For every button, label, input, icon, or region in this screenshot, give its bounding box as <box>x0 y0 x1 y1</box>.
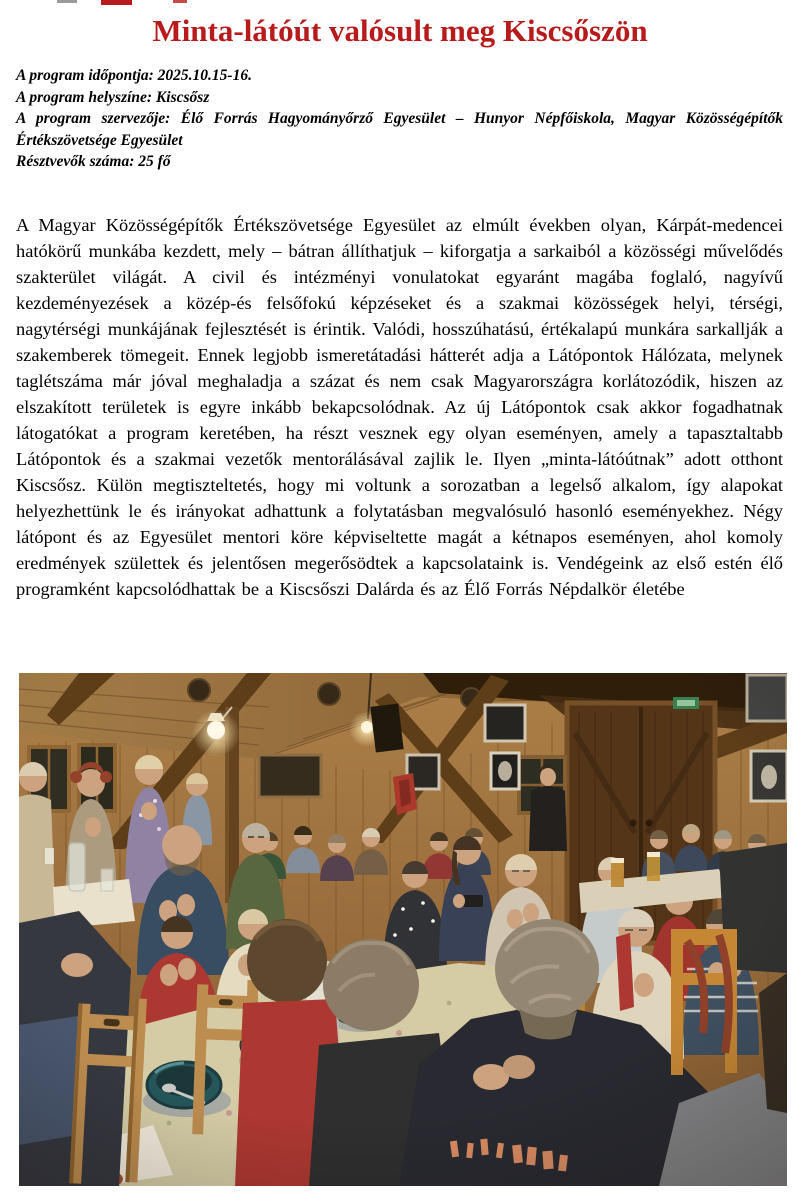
program-organizer-line: A program szervezője: Élő Forrás Hagyományőrző Egyesület – Hunyor Népfőiskola, Magyar Közösségépítők Értékszövetsége Egyesület <box>16 110 783 149</box>
article-body-paragraph: A Magyar Közösségépítők Értékszövetsége Egyesület az elmúlt években olyan, Kárpát-medencei hatókörű munkába kezdett, mely – bátran állíthatjuk – kiforgatja a sarkaiból a közösségi művelődés szakterület világát. A civil és intézményi vonulatokat egyaránt magába foglaló, nagyívű kezdeményezések a közép-és felsőfokú képzéseket és a szakmai közösségek helyi, térségi, nagytérségi munkájának fejlesztését is érintik. Valódi, hosszúhatású, értékalapú munkára sarkallják a szakemberek tömegeit. Ennek legjobb ismeretátadási hátterét adja a Látópontok Hálózata, melynek taglétszáma már jóval meghaladja a százat és nem csak Magyarországra korlátozódik, hiszen az elszakított területek is egyre inkább bekapcsolódnak. Az új Látópontok csak akkor fogadhatnak látogatókat a program keretében, ha részt vesznek egy olyan eseményen, amely a tapasztaltabb Látópontok és a szakmai vezetők mentorálásával zajlik le. Ilyen „minta-látóútnak” adott otthont Kiscsősz. Külön megtiszteltetés, hogy mi voltunk a sorozatban a legelső alkalom, így alapokat helyezhettünk le és irányokat adhattunk a folytatásban megvalósuló hasonló eseményekhez. Négy látópont és az Egyesület mentori köre képviseltette magát a kétnapos eseményen, ahol komoly eredmények születtek és jelentősen megerősödtek a kapcsolataink is. Vendégeink az első estén élő programként kapcsolódhattak be a Kiscsőszi Dalárda és az Élő Forrás Népdalkör életébe <box>16 214 783 599</box>
event-photo <box>19 673 787 1186</box>
page-top-artifact <box>173 0 187 3</box>
page-top-artifact <box>101 0 132 5</box>
program-date-line: A program időpontja: 2025.10.15-16. <box>16 67 252 84</box>
program-location-line: A program helyszíne: Kiscsősz <box>16 88 210 106</box>
program-participants-line: Résztvevők száma: 25 fő <box>16 153 171 170</box>
vignette-overlay <box>19 673 787 1186</box>
page-top-artifact <box>57 0 77 3</box>
article-title: Minta-látóút valósult meg Kiscsőszön <box>152 13 648 48</box>
program-details <box>16 65 783 173</box>
event-photo-graphic <box>19 673 787 1186</box>
